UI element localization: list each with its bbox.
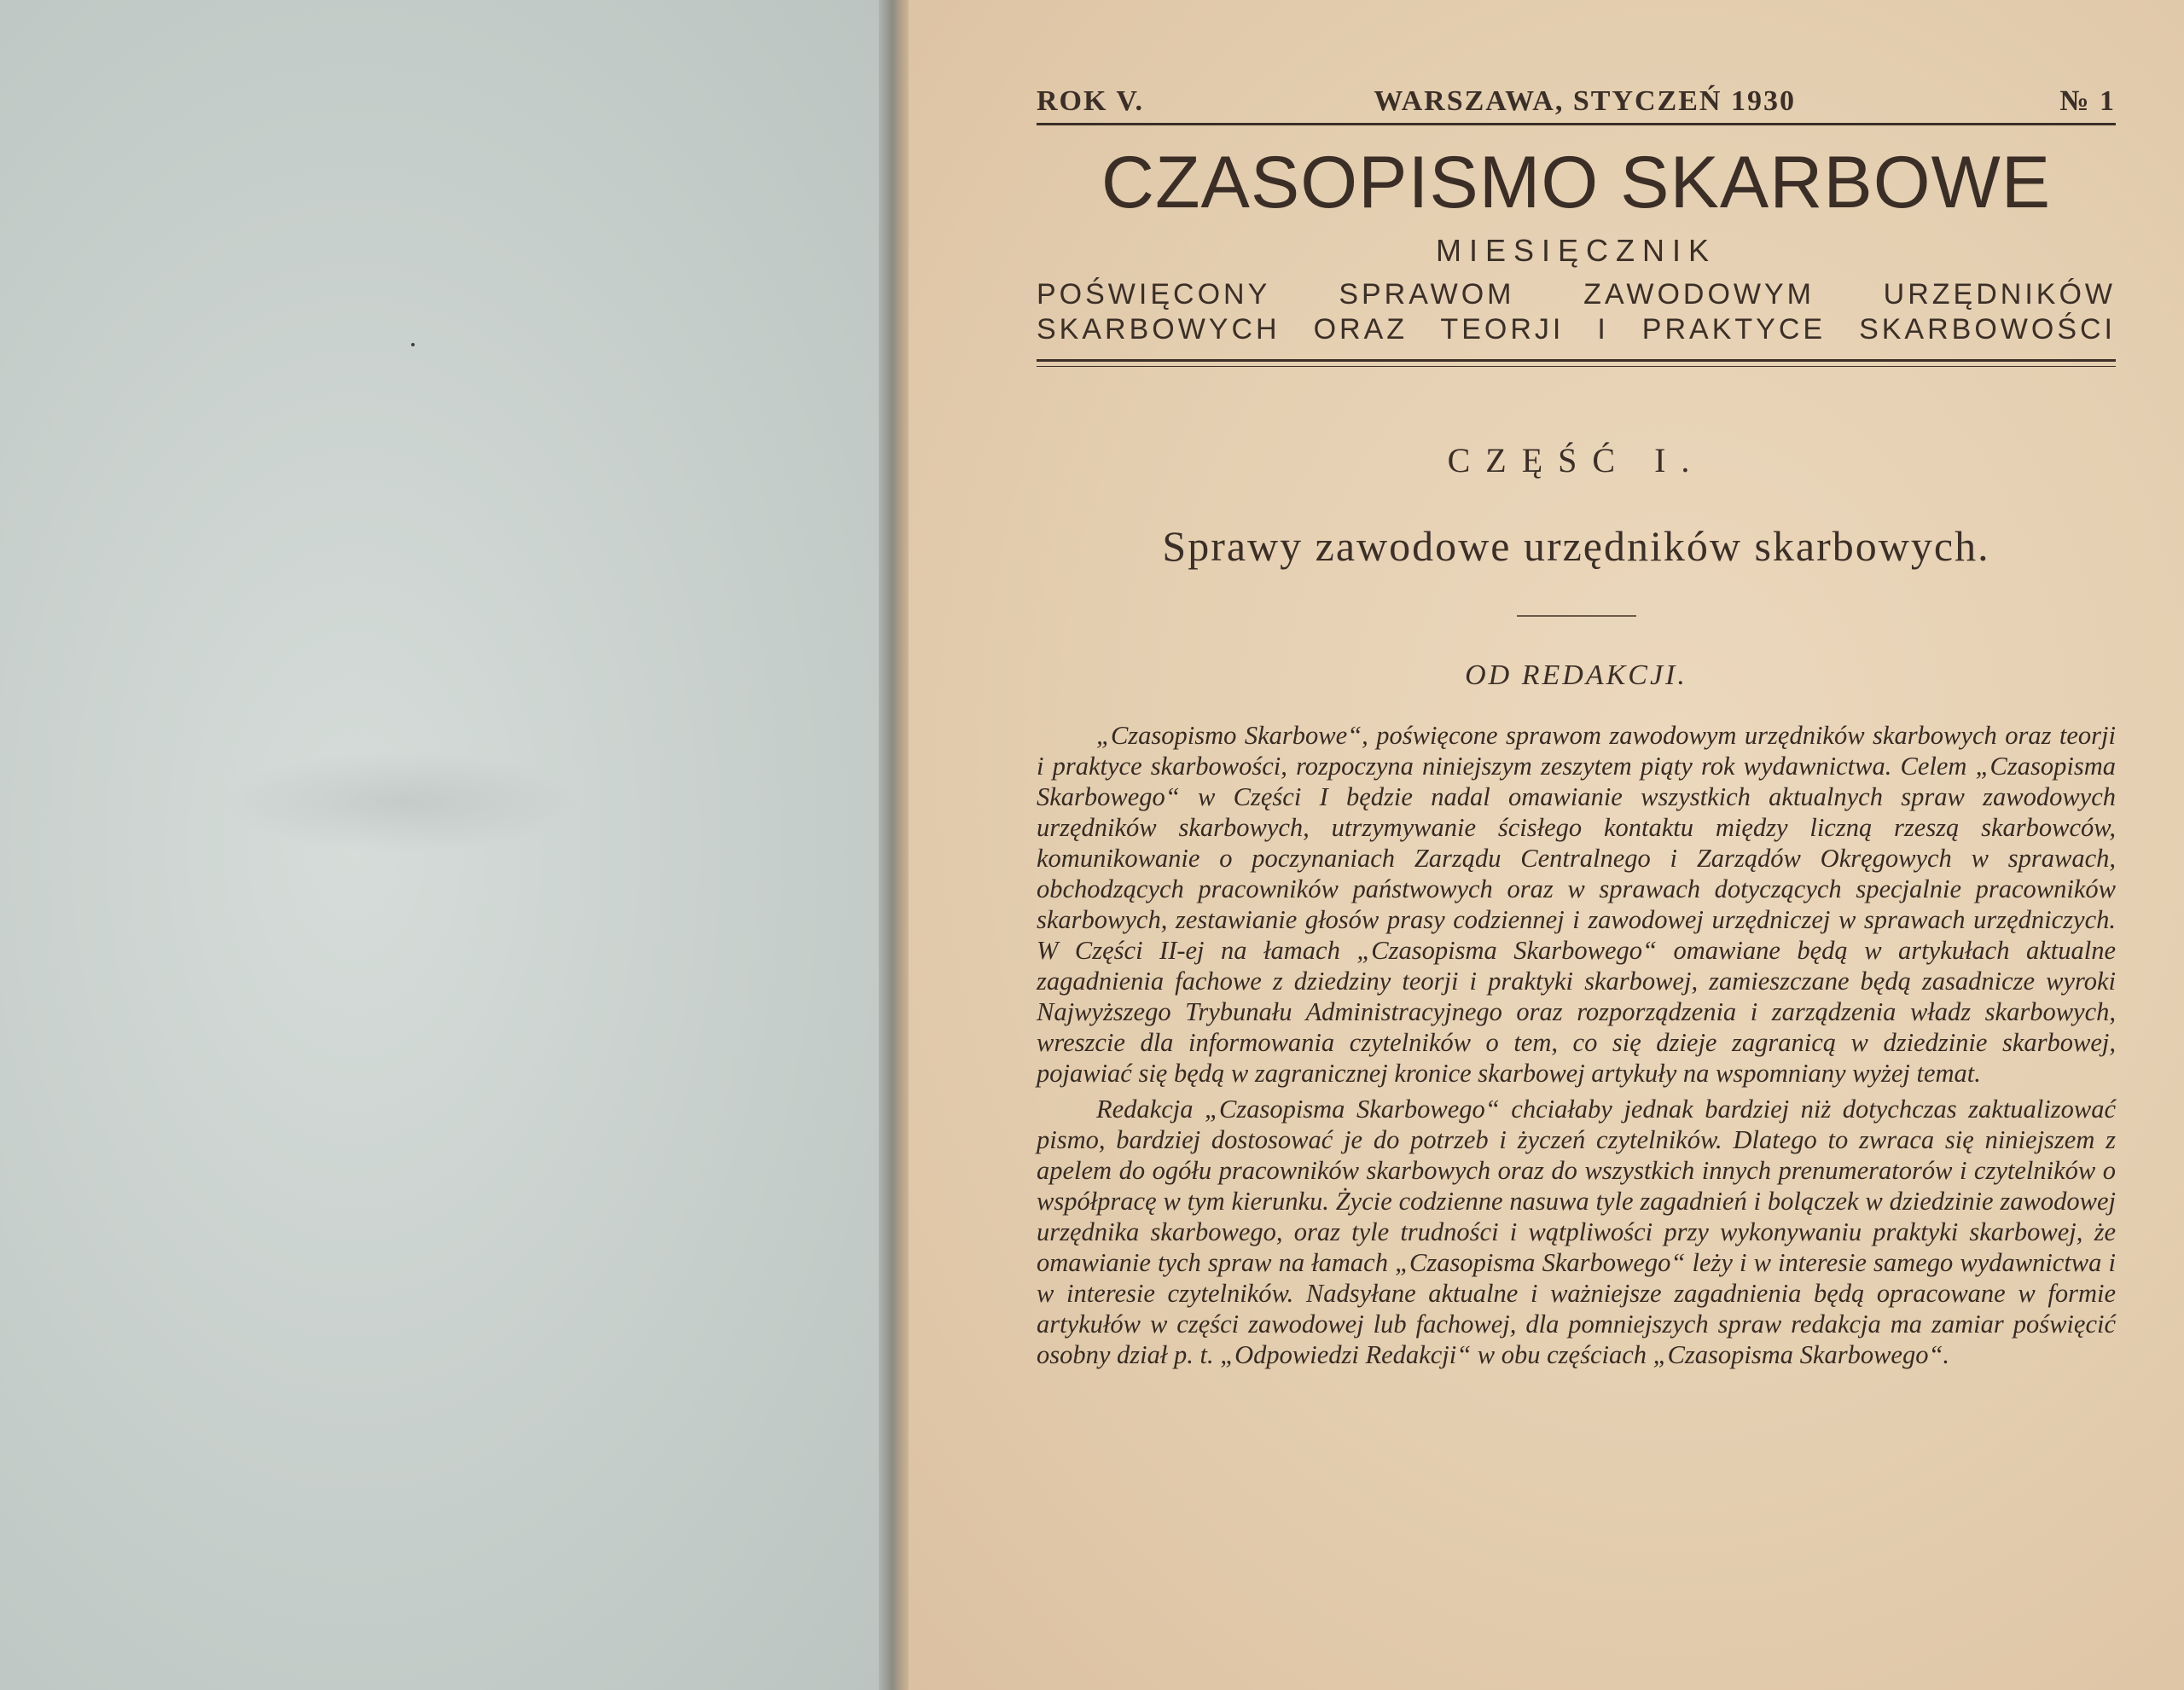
editorial-heading: OD REDAKCJI. [1465, 659, 1687, 691]
paragraph: Redakcja „Czasopisma Skarbowego“ chciałaby jednak bardziej niż dotychczas zaktualizować pismo, bardziej dostosować je do potrzeb i życzeń czytelników. Dlatego to zwraca się niniejszem z apelem do ogółu pracowników skarbowych oraz do wszystkich innych prenumeratorów i czytelników o współpracę w tym kierunku. Życie codzienne nasuwa tyle zagadnień i bolączek w dziedzinie zawodowej urzędnika skarbowego, oraz tyle trudności i wątpliwości przy wykonywaniu praktyki skarbowej, że omawianie tych spraw na łamach „Czasopisma Skarbowego“ leży i w interesie samego wydawnictwa i w interesie czytelników. Nadsyłane aktualne i ważniejsze zagadnienia będą opracowane w formie artykułów w części zawodowej lub fachowej, dla pomniejszych spraw redakcja ma zamiar poświęcić osobny dział p. t. „Odpowiedzi Redakcji“ w obu częściach „Czasopisma Skarbowego“. [1037, 1094, 2116, 1369]
paragraph: „Czasopismo Skarbowe“, poświęcone sprawom zawodowym urzędników skarbowych oraz teorji i praktyce skarbowości, rozpoczyna niniejszym zeszytem piąty rok wydawnictwa. Celem „Czasopisma Skarbowego“ w Części I będzie nadal omawianie wszystkich aktualnych spraw zawodowych urzędników skarbowych, utrzymywanie ścisłego kontaktu między liczną rzeszą skarbowców, komunikowanie o poczynaniach Zarządu Centralnego i Zarządów Okręgowych w sprawach, obchodzących pracowników państwowych oraz w sprawach dotyczących specjalnie pracowników skarbowych, zestawianie głosów prasy codziennej i zawodowej urzędniczej w sprawach urzędniczych. W Części II-ej na łamach „Czasopisma Skarbowego“ omawiane będą w artykułach aktualne zagadnienia fachowe z dziedziny teorji i praktyki skarbowej, zamieszczane będą zasadnicze wyroki Najwyższego Trybunału Administracyjnego oraz rozporządzenia i zarządzenia władz skarbowych, wreszcie dla informowania czytelników o tem, co się dzieje zagranicą w dziedzinie skarbowej, pojawiać się będą w zagranicznej kronice skarbowej artykuły na wspomniany wyżej temat. [1037, 720, 2116, 1088]
section-divider [1517, 615, 1636, 617]
page-crease [222, 751, 580, 853]
right-printed-page [909, 0, 2184, 1690]
journal-subtitle: MIESIĘCZNIK [1435, 233, 1717, 269]
issue-number: № 1 [2059, 85, 2116, 117]
volume-year: ROK V. [1037, 85, 1145, 117]
masthead-double-rule [1037, 359, 2116, 367]
place-date: WARSZAWA, STYCZEŃ 1930 [1374, 85, 1796, 117]
dedication [1037, 277, 2116, 347]
part-heading: CZĘŚĆ I. [1447, 440, 1705, 479]
paper-speck [411, 343, 415, 346]
page-content [1037, 85, 2116, 1371]
masthead-line [1037, 85, 2116, 125]
journal-title: CZASOPISMO SKARBOWE [1101, 142, 2052, 224]
section-title: Sprawy zawodowe urzędników skarbowych. [1162, 521, 1990, 570]
editorial-body [1037, 721, 2116, 1371]
left-blank-page [0, 0, 887, 1690]
book-spine [879, 0, 913, 1690]
dedication-line: SKARBOWYCH ORAZ TEORJI I PRAKTYCE SKARBOWOŚCI [1037, 313, 2116, 346]
dedication-line: POŚWIĘCONY SPRAWOM ZAWODOWYM URZĘDNIKÓW [1037, 278, 2116, 311]
